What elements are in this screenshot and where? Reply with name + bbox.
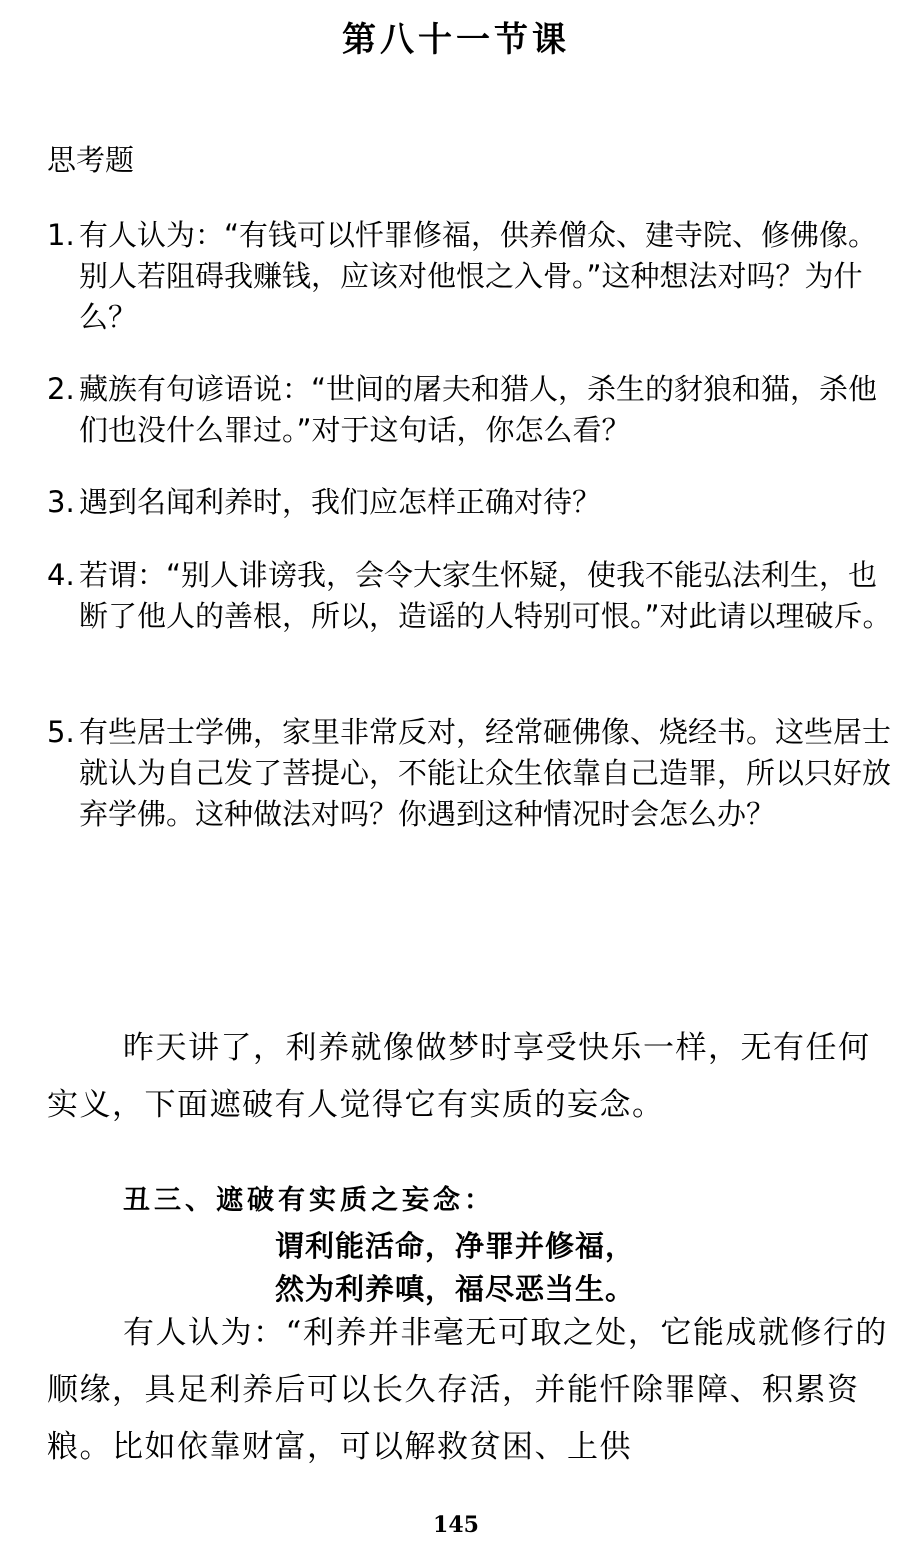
verse-line-2: 然为利养嗔，福尽恶当生。 bbox=[275, 1272, 636, 1306]
question-number: 3. bbox=[47, 485, 75, 519]
lesson-title: 第八十一节课 bbox=[342, 20, 570, 60]
verse-line-1: 谓利能活命，净罪并修福， bbox=[275, 1229, 636, 1263]
question-5 bbox=[47, 712, 892, 835]
question-number: 5. bbox=[47, 715, 75, 749]
intro-paragraph: 昨天讲了，利养就像做梦时享受快乐一样，无有任何实义，下面遮破有人觉得它有实质的妄念。 bbox=[47, 1030, 871, 1123]
question-text: 若谓：“别人诽谤我，会令大家生怀疑，使我不能弘法利生，也断了他人的善根，所以，造谣的人特别可恨。”对此请以理破斥。 bbox=[79, 558, 892, 633]
question-text: 有些居士学佛，家里非常反对，经常砸佛像、烧经书。这些居士就认为自己发了菩提心，不能让众生依靠自己造罪，所以只好放弃学佛。这种做法对吗？你遇到这种情况时会怎么办？ bbox=[79, 715, 892, 831]
question-3 bbox=[47, 482, 892, 523]
thinking-questions-heading: 思考题 bbox=[47, 143, 135, 177]
question-number: 2. bbox=[47, 372, 75, 406]
question-4 bbox=[47, 555, 892, 637]
question-text: 藏族有句谚语说：“世间的屠夫和猎人，杀生的豺狼和猫，杀他们也没什么罪过。”对于这句话，你怎么看？ bbox=[79, 372, 878, 447]
question-text: 有人认为：“有钱可以忏罪修福，供养僧众、建寺院、修佛像。别人若阻碍我赚钱，应该对他恨之入骨。”这种想法对吗？为什么？ bbox=[79, 218, 878, 334]
page-number: 145 bbox=[433, 1512, 479, 1538]
body-paragraph-2: 有人认为：“利养并非毫无可取之处，它能成就修行的顺缘，具足利养后可以长久存活，并能忏除罪障、积累资粮。比如依靠财富，可以解救贫困、上供 bbox=[47, 1315, 888, 1465]
question-number: 4. bbox=[47, 558, 75, 592]
question-1 bbox=[47, 215, 892, 338]
question-number: 1. bbox=[47, 218, 75, 252]
section-subheading: 丑三、遮破有实质之妄念： bbox=[123, 1185, 495, 1216]
question-text: 遇到名闻利养时，我们应怎样正确对待？ bbox=[79, 485, 602, 519]
question-2 bbox=[47, 369, 892, 451]
